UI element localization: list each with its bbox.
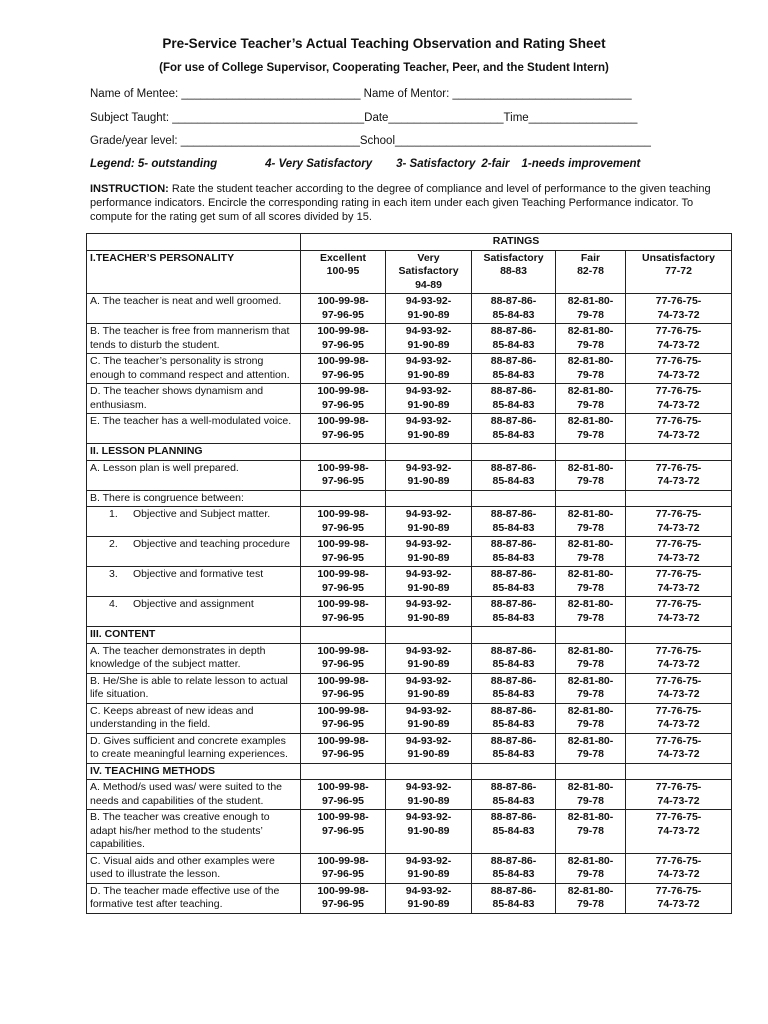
score-option-fair[interactable]: 82-81-80- 79-78	[556, 294, 626, 324]
criterion-content-0: A. The teacher demonstrates in depth knowledge of the subject matter.	[87, 643, 301, 673]
score-option-fair[interactable]: 82-81-80- 79-78	[556, 414, 626, 444]
score-option-fair[interactable]: 82-81-80- 79-78	[556, 507, 626, 537]
score-option-satisfactory[interactable]: 88-87-86- 85-84-83	[472, 733, 556, 763]
score-option-fair[interactable]: 82-81-80- 79-78	[556, 733, 626, 763]
score-option-satisfactory[interactable]: 88-87-86- 85-84-83	[472, 294, 556, 324]
score-option-very-satisfactory[interactable]: 94-93-92- 91-90-89	[386, 703, 472, 733]
col-excellent: Excellent 100-95	[301, 250, 386, 294]
score-option-unsatisfactory[interactable]: 77-76-75- 74-73-72	[626, 643, 732, 673]
criterion-planning-sub-1	[87, 537, 301, 567]
criterion-number: 1.	[109, 508, 118, 520]
score-option-satisfactory[interactable]: 88-87-86- 85-84-83	[472, 414, 556, 444]
score-option-very-satisfactory[interactable]: 94-93-92- 91-90-89	[386, 810, 472, 854]
table-row	[87, 733, 732, 763]
table-row	[87, 294, 732, 324]
legend-item-3: 3- Satisfactory	[396, 158, 476, 170]
score-option-very-satisfactory[interactable]: 94-93-92- 91-90-89	[386, 294, 472, 324]
criterion-content-3: D. Gives sufficient and concrete examples to create meaningful learning experiences.	[87, 733, 301, 763]
subject-date-time-field[interactable]: Subject Taught: ______________________________Date__________________Time_________________	[90, 112, 638, 124]
section-planning-title: II. LESSON PLANNING	[87, 444, 301, 461]
table-row	[87, 853, 732, 883]
score-option-satisfactory[interactable]: 88-87-86- 85-84-83	[472, 507, 556, 537]
score-option-excellent[interactable]: 100-99-98- 97-96-95	[301, 597, 386, 627]
col-unsatisfactory: Unsatisfactory 77-72	[626, 250, 732, 294]
score-option-very-satisfactory[interactable]: 94-93-92- 91-90-89	[386, 733, 472, 763]
table-row	[87, 780, 732, 810]
section-personality	[87, 294, 732, 444]
criterion-content-2: C. Keeps abreast of new ideas and understanding in the field.	[87, 703, 301, 733]
score-option-excellent[interactable]: 100-99-98- 97-96-95	[301, 733, 386, 763]
col-fair: Fair 82-78	[556, 250, 626, 294]
table-row	[87, 460, 732, 490]
section-planning-b-label: B. There is congruence between:	[87, 490, 301, 507]
score-option-fair[interactable]: 82-81-80- 79-78	[556, 673, 626, 703]
score-option-fair[interactable]: 82-81-80- 79-78	[556, 324, 626, 354]
grade-school-field[interactable]: Grade/year level: ____________________________School________________________________________	[90, 135, 651, 147]
criterion-content-1: B. He/She is able to relate lesson to actual life situation.	[87, 673, 301, 703]
criterion-personality-3: D. The teacher shows dynamism and enthusiasm.	[87, 384, 301, 414]
score-option-unsatisfactory[interactable]: 77-76-75- 74-73-72	[626, 324, 732, 354]
criterion-planning-sub-0	[87, 507, 301, 537]
score-option-satisfactory[interactable]: 88-87-86- 85-84-83	[472, 883, 556, 913]
criterion-personality-4: E. The teacher has a well-modulated voice.	[87, 414, 301, 444]
score-option-unsatisfactory[interactable]: 77-76-75- 74-73-72	[626, 384, 732, 414]
score-option-very-satisfactory[interactable]: 94-93-92- 91-90-89	[386, 507, 472, 537]
table-row	[87, 597, 732, 627]
score-option-excellent[interactable]: 100-99-98- 97-96-95	[301, 294, 386, 324]
section-planning-header	[87, 444, 732, 461]
criterion-text: Objective and teaching procedure	[133, 538, 291, 550]
score-option-unsatisfactory[interactable]: 77-76-75- 74-73-72	[626, 414, 732, 444]
score-option-unsatisfactory[interactable]: 77-76-75- 74-73-72	[626, 780, 732, 810]
score-option-satisfactory[interactable]: 88-87-86- 85-84-83	[472, 643, 556, 673]
score-option-satisfactory[interactable]: 88-87-86- 85-84-83	[472, 597, 556, 627]
criterion-methods-1: B. The teacher was creative enough to adapt his/her method to the students’ capabilities.	[87, 810, 301, 854]
col-satisfactory: Satisfactory 88-83	[472, 250, 556, 294]
score-option-satisfactory[interactable]: 88-87-86- 85-84-83	[472, 703, 556, 733]
table-row	[87, 703, 732, 733]
criterion-planning-a: A. Lesson plan is well prepared.	[87, 460, 301, 490]
criterion-text: Objective and Subject matter.	[133, 508, 271, 520]
score-option-satisfactory[interactable]: 88-87-86- 85-84-83	[472, 567, 556, 597]
table-row	[87, 537, 732, 567]
score-option-excellent[interactable]: 100-99-98- 97-96-95	[301, 507, 386, 537]
legend-item-2: 2-fair	[481, 158, 510, 170]
criterion-number: 4.	[109, 598, 118, 610]
table-row	[87, 673, 732, 703]
score-option-unsatisfactory[interactable]: 77-76-75- 74-73-72	[626, 853, 732, 883]
score-option-very-satisfactory[interactable]: 94-93-92- 91-90-89	[386, 597, 472, 627]
score-option-fair[interactable]: 82-81-80- 79-78	[556, 883, 626, 913]
document-subtitle: (For use of College Supervisor, Cooperating Teacher, Peer, and the Student Intern)	[159, 62, 609, 74]
score-option-very-satisfactory[interactable]: 94-93-92- 91-90-89	[386, 567, 472, 597]
score-option-unsatisfactory[interactable]: 77-76-75- 74-73-72	[626, 883, 732, 913]
score-option-very-satisfactory[interactable]: 94-93-92- 91-90-89	[386, 643, 472, 673]
score-option-excellent[interactable]: 100-99-98- 97-96-95	[301, 643, 386, 673]
score-option-fair[interactable]: 82-81-80- 79-78	[556, 597, 626, 627]
score-option-unsatisfactory[interactable]: 77-76-75- 74-73-72	[626, 460, 732, 490]
score-option-excellent[interactable]: 100-99-98- 97-96-95	[301, 414, 386, 444]
criterion-personality-1: B. The teacher is free from mannerism that tends to disturb the student.	[87, 324, 301, 354]
score-option-satisfactory[interactable]: 88-87-86- 85-84-83	[472, 460, 556, 490]
score-option-fair[interactable]: 82-81-80- 79-78	[556, 537, 626, 567]
criterion-text: Objective and formative test	[133, 568, 264, 580]
document-title: Pre-Service Teacher’s Actual Teaching Observation and Rating Sheet	[162, 36, 606, 51]
score-option-unsatisfactory[interactable]: 77-76-75- 74-73-72	[626, 733, 732, 763]
legend-item-1: 1-needs improvement	[521, 158, 641, 170]
score-option-excellent[interactable]: 100-99-98- 97-96-95	[301, 324, 386, 354]
mentee-mentor-field[interactable]: Name of Mentee: ____________________________ Name of Mentor: ____________________________	[90, 88, 632, 100]
score-option-satisfactory[interactable]: 88-87-86- 85-84-83	[472, 673, 556, 703]
ratings-header: RATINGS	[301, 234, 732, 251]
criterion-planning-sub-3	[87, 597, 301, 627]
instruction-text	[90, 182, 726, 225]
score-option-very-satisfactory[interactable]: 94-93-92- 91-90-89	[386, 354, 472, 384]
score-option-very-satisfactory[interactable]: 94-93-92- 91-90-89	[386, 853, 472, 883]
score-option-very-satisfactory[interactable]: 94-93-92- 91-90-89	[386, 537, 472, 567]
table-row	[87, 507, 732, 537]
criterion-methods-0: A. Method/s used was/ were suited to the needs and capabilities of the student.	[87, 780, 301, 810]
rating-table	[86, 233, 732, 914]
score-option-unsatisfactory[interactable]: 77-76-75- 74-73-72	[626, 354, 732, 384]
legend-item-5: Legend: 5- outstanding	[90, 158, 218, 170]
table-row	[87, 883, 732, 913]
table-row	[87, 384, 732, 414]
section-personality-title: I.TEACHER’S PERSONALITY	[87, 250, 301, 294]
score-option-unsatisfactory[interactable]: 77-76-75- 74-73-72	[626, 537, 732, 567]
score-option-excellent[interactable]: 100-99-98- 97-96-95	[301, 673, 386, 703]
score-option-satisfactory[interactable]: 88-87-86- 85-84-83	[472, 780, 556, 810]
score-option-fair[interactable]: 82-81-80- 79-78	[556, 567, 626, 597]
instruction-body: Rate the student teacher according to the degree of compliance and level of performance to the given teaching performance indicators. Encircle the corresponding rating in each item under each given Teaching Performance indicator. To compute for the rating get sum of all scores divided by 15.	[90, 183, 711, 224]
table-row	[87, 354, 732, 384]
table-header-row-1	[87, 234, 732, 251]
score-option-fair[interactable]: 82-81-80- 79-78	[556, 460, 626, 490]
score-option-excellent[interactable]: 100-99-98- 97-96-95	[301, 703, 386, 733]
section-methods	[87, 780, 732, 914]
score-option-excellent[interactable]: 100-99-98- 97-96-95	[301, 567, 386, 597]
score-option-very-satisfactory[interactable]: 94-93-92- 91-90-89	[386, 673, 472, 703]
score-option-satisfactory[interactable]: 88-87-86- 85-84-83	[472, 384, 556, 414]
table-row	[87, 567, 732, 597]
section-planning-a	[87, 460, 732, 490]
legend-item-4: 4- Very Satisfactory	[265, 158, 373, 170]
score-option-satisfactory[interactable]: 88-87-86- 85-84-83	[472, 853, 556, 883]
table-row	[87, 414, 732, 444]
score-option-very-satisfactory[interactable]: 94-93-92- 91-90-89	[386, 780, 472, 810]
criterion-methods-2: C. Visual aids and other examples were used to illustrate the lesson.	[87, 853, 301, 883]
criterion-number: 3.	[109, 568, 118, 580]
score-option-very-satisfactory[interactable]: 94-93-92- 91-90-89	[386, 414, 472, 444]
table-header-row-2	[87, 250, 732, 294]
col-very-satisfactory: Very Satisfactory 94-89	[386, 250, 472, 294]
table-row	[87, 810, 732, 854]
table-row	[87, 643, 732, 673]
score-option-unsatisfactory[interactable]: 77-76-75- 74-73-72	[626, 810, 732, 854]
score-option-excellent[interactable]: 100-99-98- 97-96-95	[301, 460, 386, 490]
score-option-fair[interactable]: 82-81-80- 79-78	[556, 384, 626, 414]
section-content	[87, 643, 732, 763]
score-option-very-satisfactory[interactable]: 94-93-92- 91-90-89	[386, 883, 472, 913]
score-option-very-satisfactory[interactable]: 94-93-92- 91-90-89	[386, 460, 472, 490]
score-option-fair[interactable]: 82-81-80- 79-78	[556, 703, 626, 733]
score-option-excellent[interactable]: 100-99-98- 97-96-95	[301, 780, 386, 810]
score-option-unsatisfactory[interactable]: 77-76-75- 74-73-72	[626, 294, 732, 324]
score-option-unsatisfactory[interactable]: 77-76-75- 74-73-72	[626, 507, 732, 537]
score-option-satisfactory[interactable]: 88-87-86- 85-84-83	[472, 324, 556, 354]
legend	[90, 158, 640, 170]
score-option-excellent[interactable]: 100-99-98- 97-96-95	[301, 810, 386, 854]
section-methods-header	[87, 763, 732, 780]
score-option-satisfactory[interactable]: 88-87-86- 85-84-83	[472, 810, 556, 854]
score-option-excellent[interactable]: 100-99-98- 97-96-95	[301, 384, 386, 414]
score-option-fair[interactable]: 82-81-80- 79-78	[556, 853, 626, 883]
score-option-fair[interactable]: 82-81-80- 79-78	[556, 643, 626, 673]
section-content-title: III. CONTENT	[87, 627, 301, 644]
section-planning-b-row	[87, 490, 732, 507]
score-option-unsatisfactory[interactable]: 77-76-75- 74-73-72	[626, 567, 732, 597]
criterion-text: Objective and assignment	[133, 598, 254, 610]
score-option-satisfactory[interactable]: 88-87-86- 85-84-83	[472, 537, 556, 567]
score-option-excellent[interactable]: 100-99-98- 97-96-95	[301, 853, 386, 883]
score-option-unsatisfactory[interactable]: 77-76-75- 74-73-72	[626, 597, 732, 627]
score-option-fair[interactable]: 82-81-80- 79-78	[556, 810, 626, 854]
score-option-unsatisfactory[interactable]: 77-76-75- 74-73-72	[626, 673, 732, 703]
instruction-label: INSTRUCTION:	[90, 183, 169, 195]
criterion-personality-2: C. The teacher’s personality is strong enough to command respect and attention.	[87, 354, 301, 384]
score-option-excellent[interactable]: 100-99-98- 97-96-95	[301, 537, 386, 567]
score-option-satisfactory[interactable]: 88-87-86- 85-84-83	[472, 354, 556, 384]
criterion-personality-0: A. The teacher is neat and well groomed.	[87, 294, 301, 324]
criterion-methods-3: D. The teacher made effective use of the formative test after teaching.	[87, 883, 301, 913]
score-option-unsatisfactory[interactable]: 77-76-75- 74-73-72	[626, 703, 732, 733]
score-option-fair[interactable]: 82-81-80- 79-78	[556, 780, 626, 810]
section-planning-sub	[87, 507, 732, 627]
section-content-header	[87, 627, 732, 644]
score-option-very-satisfactory[interactable]: 94-93-92- 91-90-89	[386, 324, 472, 354]
criterion-planning-sub-2	[87, 567, 301, 597]
criterion-number: 2.	[109, 538, 118, 550]
score-option-very-satisfactory[interactable]: 94-93-92- 91-90-89	[386, 384, 472, 414]
section-methods-title: IV. TEACHING METHODS	[87, 763, 301, 780]
score-option-excellent[interactable]: 100-99-98- 97-96-95	[301, 883, 386, 913]
table-row	[87, 324, 732, 354]
score-option-excellent[interactable]: 100-99-98- 97-96-95	[301, 354, 386, 384]
score-option-fair[interactable]: 82-81-80- 79-78	[556, 354, 626, 384]
